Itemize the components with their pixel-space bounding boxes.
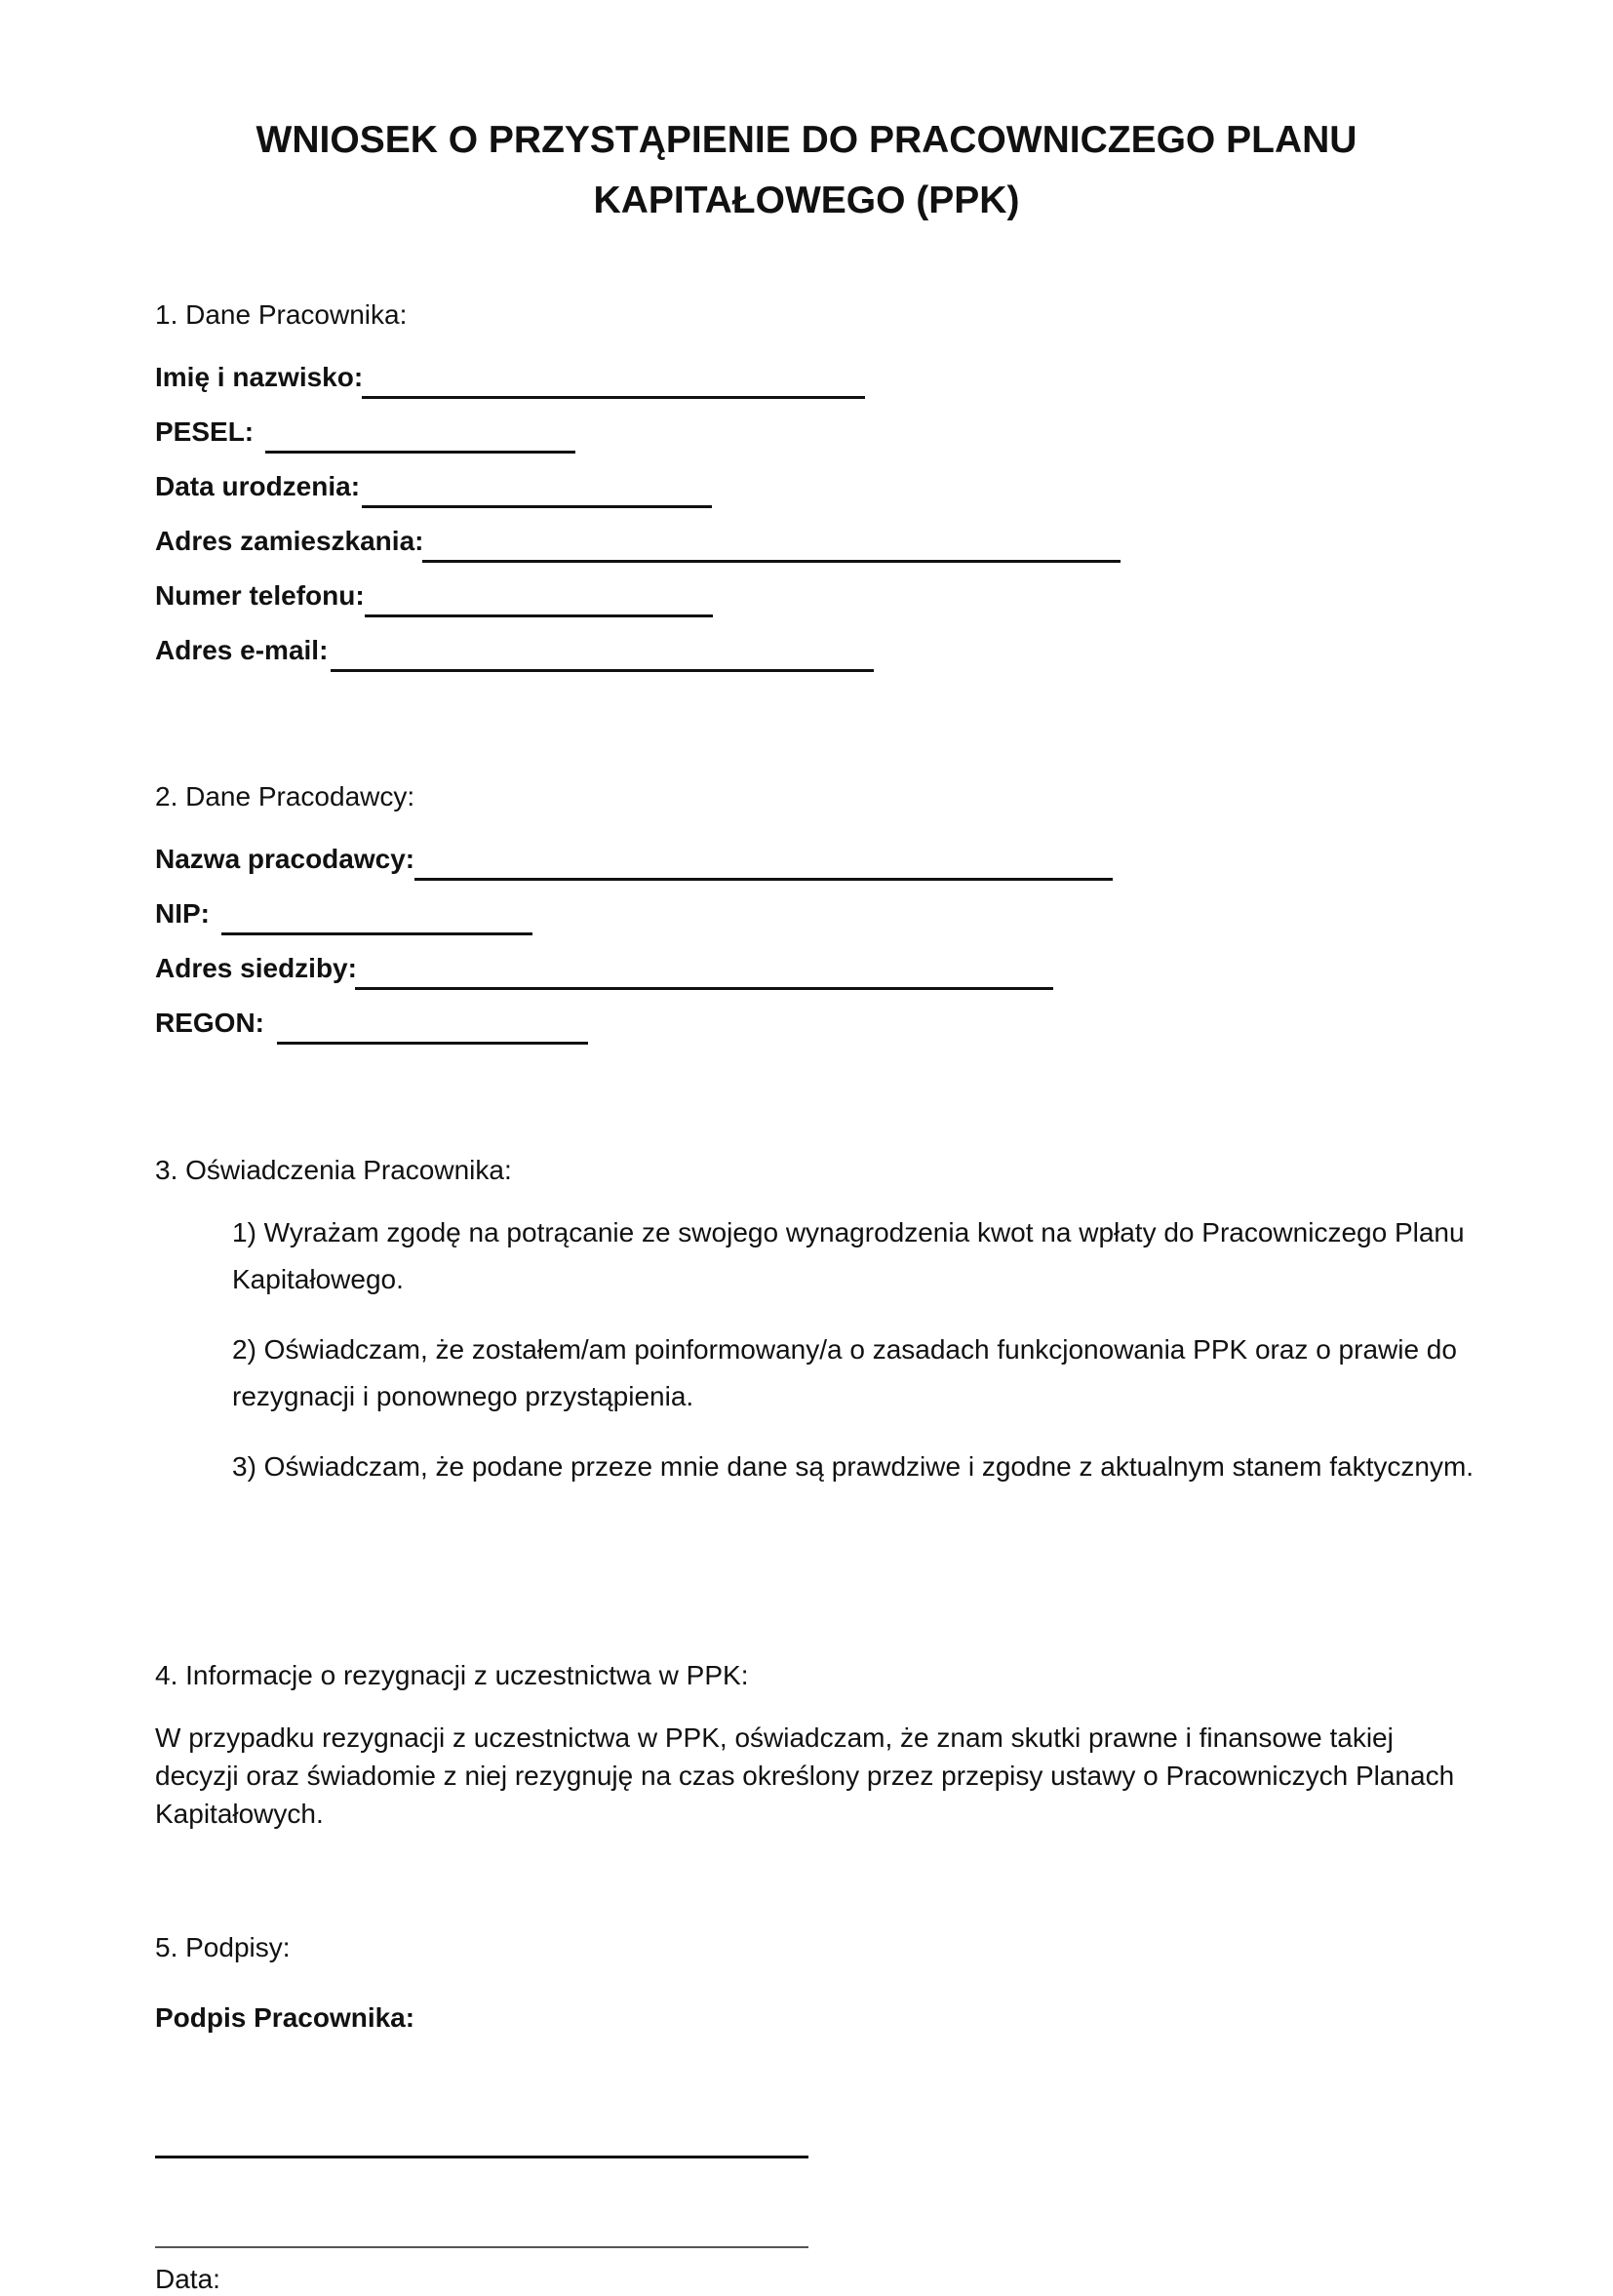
field-email-input-line[interactable] xyxy=(331,669,874,672)
field-employer-name-label: Nazwa pracodawcy: xyxy=(155,844,415,874)
field-regon-input-line[interactable] xyxy=(277,1042,588,1045)
field-nip-label: NIP: xyxy=(155,898,210,929)
field-birth-date-input-line[interactable] xyxy=(362,505,712,508)
field-address-input-line[interactable] xyxy=(422,560,1121,563)
field-email-label: Adres e-mail: xyxy=(155,635,329,665)
field-pesel-input-line[interactable] xyxy=(265,451,575,454)
field-regon-label: REGON: xyxy=(155,1008,264,1038)
field-birth-date-label: Data urodzenia: xyxy=(155,471,361,501)
field-seat-address-input-line[interactable] xyxy=(355,987,1053,990)
field-nip-input-line[interactable] xyxy=(221,932,532,935)
title-line-2: KAPITAŁOWEGO (PPK) xyxy=(593,179,1020,221)
section-3-heading: 3. Oświadczenia Pracownika: xyxy=(155,1155,512,1185)
date-label: Data: xyxy=(155,2264,220,2294)
field-phone-input-line[interactable] xyxy=(365,614,713,617)
field-pesel-label: PESEL: xyxy=(155,416,255,447)
field-seat-address-label: Adres siedziby: xyxy=(155,953,357,983)
employee-signature-label: Podpis Pracownika: xyxy=(155,2002,415,2033)
section-2-heading: 2. Dane Pracodawcy: xyxy=(155,781,415,812)
field-name-input-line[interactable] xyxy=(362,396,865,399)
date-line[interactable] xyxy=(155,2246,808,2248)
declaration-1: 1) Wyrażam zgodę na potrącanie ze swojego wynagrodzenia kwot na wpłaty do Pracowniczego Planu Kapitałowego. xyxy=(232,1217,1465,1294)
declaration-3: 3) Oświadczam, że podane przeze mnie dane są prawdziwe i zgodne z aktualnym stanem faktycznym. xyxy=(232,1451,1475,1482)
field-employer-name-input-line[interactable] xyxy=(414,878,1113,881)
field-address-label: Adres zamieszkania: xyxy=(155,526,424,556)
section-5-heading: 5. Podpisy: xyxy=(155,1932,291,1962)
title-line-1: WNIOSEK O PRZYSTĄPIENIE DO PRACOWNICZEGO PLANU xyxy=(256,119,1357,161)
resignation-paragraph: W przypadku rezygnacji z uczestnictwa w PPK, oświadczam, że znam skutki prawne i finansowe takiej decyzji oraz świadomie z niej rezygnuję na czas określony przez przepisy ustawy o Pracowniczych Planach Kapitałowych. xyxy=(155,1722,1455,1829)
field-phone-label: Numer telefonu: xyxy=(155,580,365,611)
declaration-2: 2) Oświadczam, że zostałem/am poinformowany/a o zasadach funkcjonowania PPK oraz o prawie do rezygnacji i ponownego przystąpienia. xyxy=(232,1334,1457,1411)
section-1-heading: 1. Dane Pracownika: xyxy=(155,299,408,330)
field-name-label: Imię i nazwisko: xyxy=(155,362,364,392)
employee-signature-line[interactable] xyxy=(155,2156,808,2158)
section-4-heading: 4. Informacje o rezygnacji z uczestnictwa w PPK: xyxy=(155,1660,749,1690)
document-title xyxy=(156,110,1457,231)
